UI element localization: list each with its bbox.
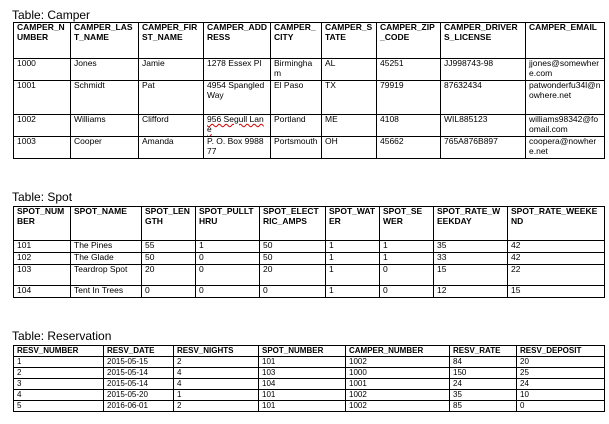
table-cell: 35 [434,241,508,253]
table-cell: 22 [508,265,605,286]
reservation-table-caption: Table: Reservation [12,329,112,343]
table-cell: 1 [326,241,380,253]
table-cell: 2 [174,357,259,368]
table-cell: 2015-05-14 [104,368,174,379]
table-cell: 84 [450,357,517,368]
table-cell: P. O. Box 998877 [204,137,271,159]
table-row [14,241,605,253]
camper-table [13,22,605,159]
table-cell: 25 [517,368,605,379]
table-cell: 20 [142,265,196,286]
table-row [14,59,605,81]
column-header: RESV_NIGHTS [174,346,259,357]
table-cell: 2015-05-15 [104,357,174,368]
table-cell: 4 [14,390,104,401]
table-cell: 1002 [346,401,450,412]
table-cell: 0 [517,401,605,412]
table-cell: TX [322,81,377,115]
table-cell: 20 [260,265,326,286]
table-row [14,137,605,159]
column-header: SPOT_NUMBER [14,207,71,241]
table-cell: 2 [14,368,104,379]
table-row [14,265,605,286]
column-header: SPOT_NUMBER [259,346,346,357]
column-header: SPOT_PULLTHRU [196,207,260,241]
table-cell: 103 [14,265,71,286]
table-cell: 1 [380,253,434,265]
column-header: RESV_NUMBER [14,346,104,357]
camper-header-row [14,23,605,59]
table-cell: Pat [139,81,204,115]
table-cell: 33 [434,253,508,265]
table-row [14,357,605,368]
table-cell: 4108 [377,115,441,137]
table-row [14,401,605,412]
column-header: RESV_DATE [104,346,174,357]
table-cell: WIL885123 [441,115,526,137]
table-cell: 10 [517,390,605,401]
table-cell: 24 [450,379,517,390]
table-cell: 24 [517,379,605,390]
table-cell: 1002 [346,390,450,401]
table-cell: OH [322,137,377,159]
table-cell: jjones@somewhere.com [526,59,605,81]
column-header: SPOT_RATE_WEEKEND [508,207,605,241]
table-row [14,115,605,137]
table-cell: 0 [196,286,260,298]
column-header: CAMPER_NUMBER [346,346,450,357]
column-header: CAMPER_FIRST_NAME [139,23,204,59]
table-cell: ME [322,115,377,137]
spot-table [13,206,605,298]
table-cell: 101 [259,401,346,412]
column-header: RESV_RATE [450,346,517,357]
table-cell: 1000 [14,59,71,81]
table-cell: coopera@nowhere.net [526,137,605,159]
table-cell: 15 [508,286,605,298]
table-cell: 1002 [14,115,71,137]
table-cell: 55 [142,241,196,253]
table-cell: 1 [196,241,260,253]
table-cell: 101 [259,390,346,401]
column-header: CAMPER_NUMBER [14,23,71,59]
table-cell: Tent In Trees [71,286,142,298]
table-cell: 104 [259,379,346,390]
table-cell: 15 [434,265,508,286]
column-header: SPOT_SEWER [380,207,434,241]
table-cell: 104 [14,286,71,298]
table-cell: 42 [508,241,605,253]
table-row [14,253,605,265]
camper-table-caption: Table: Camper [12,8,91,22]
table-cell: 2015-05-14 [104,379,174,390]
table-cell: 765A876B897 [441,137,526,159]
table-cell: 87632434 [441,81,526,115]
column-header: CAMPER_STATE [322,23,377,59]
column-header: CAMPER_EMAIL [526,23,605,59]
table-cell: Clifford [139,115,204,137]
column-header: RESV_DEPOSIT [517,346,605,357]
table-cell: Birmingham [271,59,322,81]
table-cell: Schmidt [71,81,139,115]
table-row [14,390,605,401]
table-cell: 103 [259,368,346,379]
table-cell: 0 [260,286,326,298]
table-cell: 3 [14,379,104,390]
table-cell: 45251 [377,59,441,81]
table-cell: Williams [71,115,139,137]
table-cell: 42 [508,253,605,265]
table-cell: AL [322,59,377,81]
table-cell: 5 [14,401,104,412]
reservation-table [13,345,605,412]
table-cell: 150 [450,368,517,379]
table-cell: 1002 [346,357,450,368]
table-cell: 20 [517,357,605,368]
table-cell: 12 [434,286,508,298]
table-row [14,286,605,298]
table-cell: 50 [260,253,326,265]
column-header: CAMPER_ADDRESS [204,23,271,59]
table-cell: 50 [142,253,196,265]
table-cell: 101 [14,241,71,253]
table-cell: 102 [14,253,71,265]
table-cell: 1001 [346,379,450,390]
table-row [14,81,605,115]
table-cell: patwonderfu34l@nowhere.net [526,81,605,115]
table-cell: 0 [196,253,260,265]
table-cell: 1001 [14,81,71,115]
table-cell: 1 [326,286,380,298]
table-cell: 1 [380,241,434,253]
table-cell: The Glade [71,253,142,265]
reservation-header-row [14,346,605,357]
table-cell: 2015-05-20 [104,390,174,401]
table-cell: 45662 [377,137,441,159]
column-header: CAMPER_ZIP_CODE [377,23,441,59]
table-cell: El Paso [271,81,322,115]
table-cell: 1000 [346,368,450,379]
table-cell: 85 [450,401,517,412]
table-cell: 4 [174,379,259,390]
table-cell: 0 [196,265,260,286]
table-cell: 956 Segull Lane [204,115,271,137]
table-cell: 1 [14,357,104,368]
table-cell: 35 [450,390,517,401]
table-row [14,368,605,379]
column-header: SPOT_LENGTH [142,207,196,241]
table-cell: Portland [271,115,322,137]
table-cell: williams98342@foomail.com [526,115,605,137]
column-header: SPOT_NAME [71,207,142,241]
table-cell: 0 [380,286,434,298]
table-cell: 0 [380,265,434,286]
table-cell: Jamie [139,59,204,81]
table-cell: 50 [260,241,326,253]
table-cell: 0 [142,286,196,298]
column-header: SPOT_RATE_WEEKDAY [434,207,508,241]
table-cell: 2016-06-01 [104,401,174,412]
spot-header-row [14,207,605,241]
table-cell: Jones [71,59,139,81]
table-cell: Amanda [139,137,204,159]
table-cell: 1278 Essex Pl [204,59,271,81]
table-cell: 4 [174,368,259,379]
column-header: CAMPER_CITY [271,23,322,59]
table-cell: 4954 Spangled Way [204,81,271,115]
table-cell: 79919 [377,81,441,115]
table-cell: Portsmouth [271,137,322,159]
table-cell: 1 [326,265,380,286]
table-cell: 1 [326,253,380,265]
table-cell: Cooper [71,137,139,159]
table-cell: 1 [174,390,259,401]
column-header: SPOT_WATER [326,207,380,241]
table-cell: JJ998743-98 [441,59,526,81]
column-header: CAMPER_LAST_NAME [71,23,139,59]
table-cell: 1003 [14,137,71,159]
table-cell: 2 [174,401,259,412]
column-header: CAMPER_DRIVERS_LICENSE [441,23,526,59]
table-cell: The Pines [71,241,142,253]
column-header: SPOT_ELECTRIC_AMPS [260,207,326,241]
table-row [14,379,605,390]
table-cell: Teardrop Spot [71,265,142,286]
table-cell: 101 [259,357,346,368]
spot-table-caption: Table: Spot [12,190,73,204]
